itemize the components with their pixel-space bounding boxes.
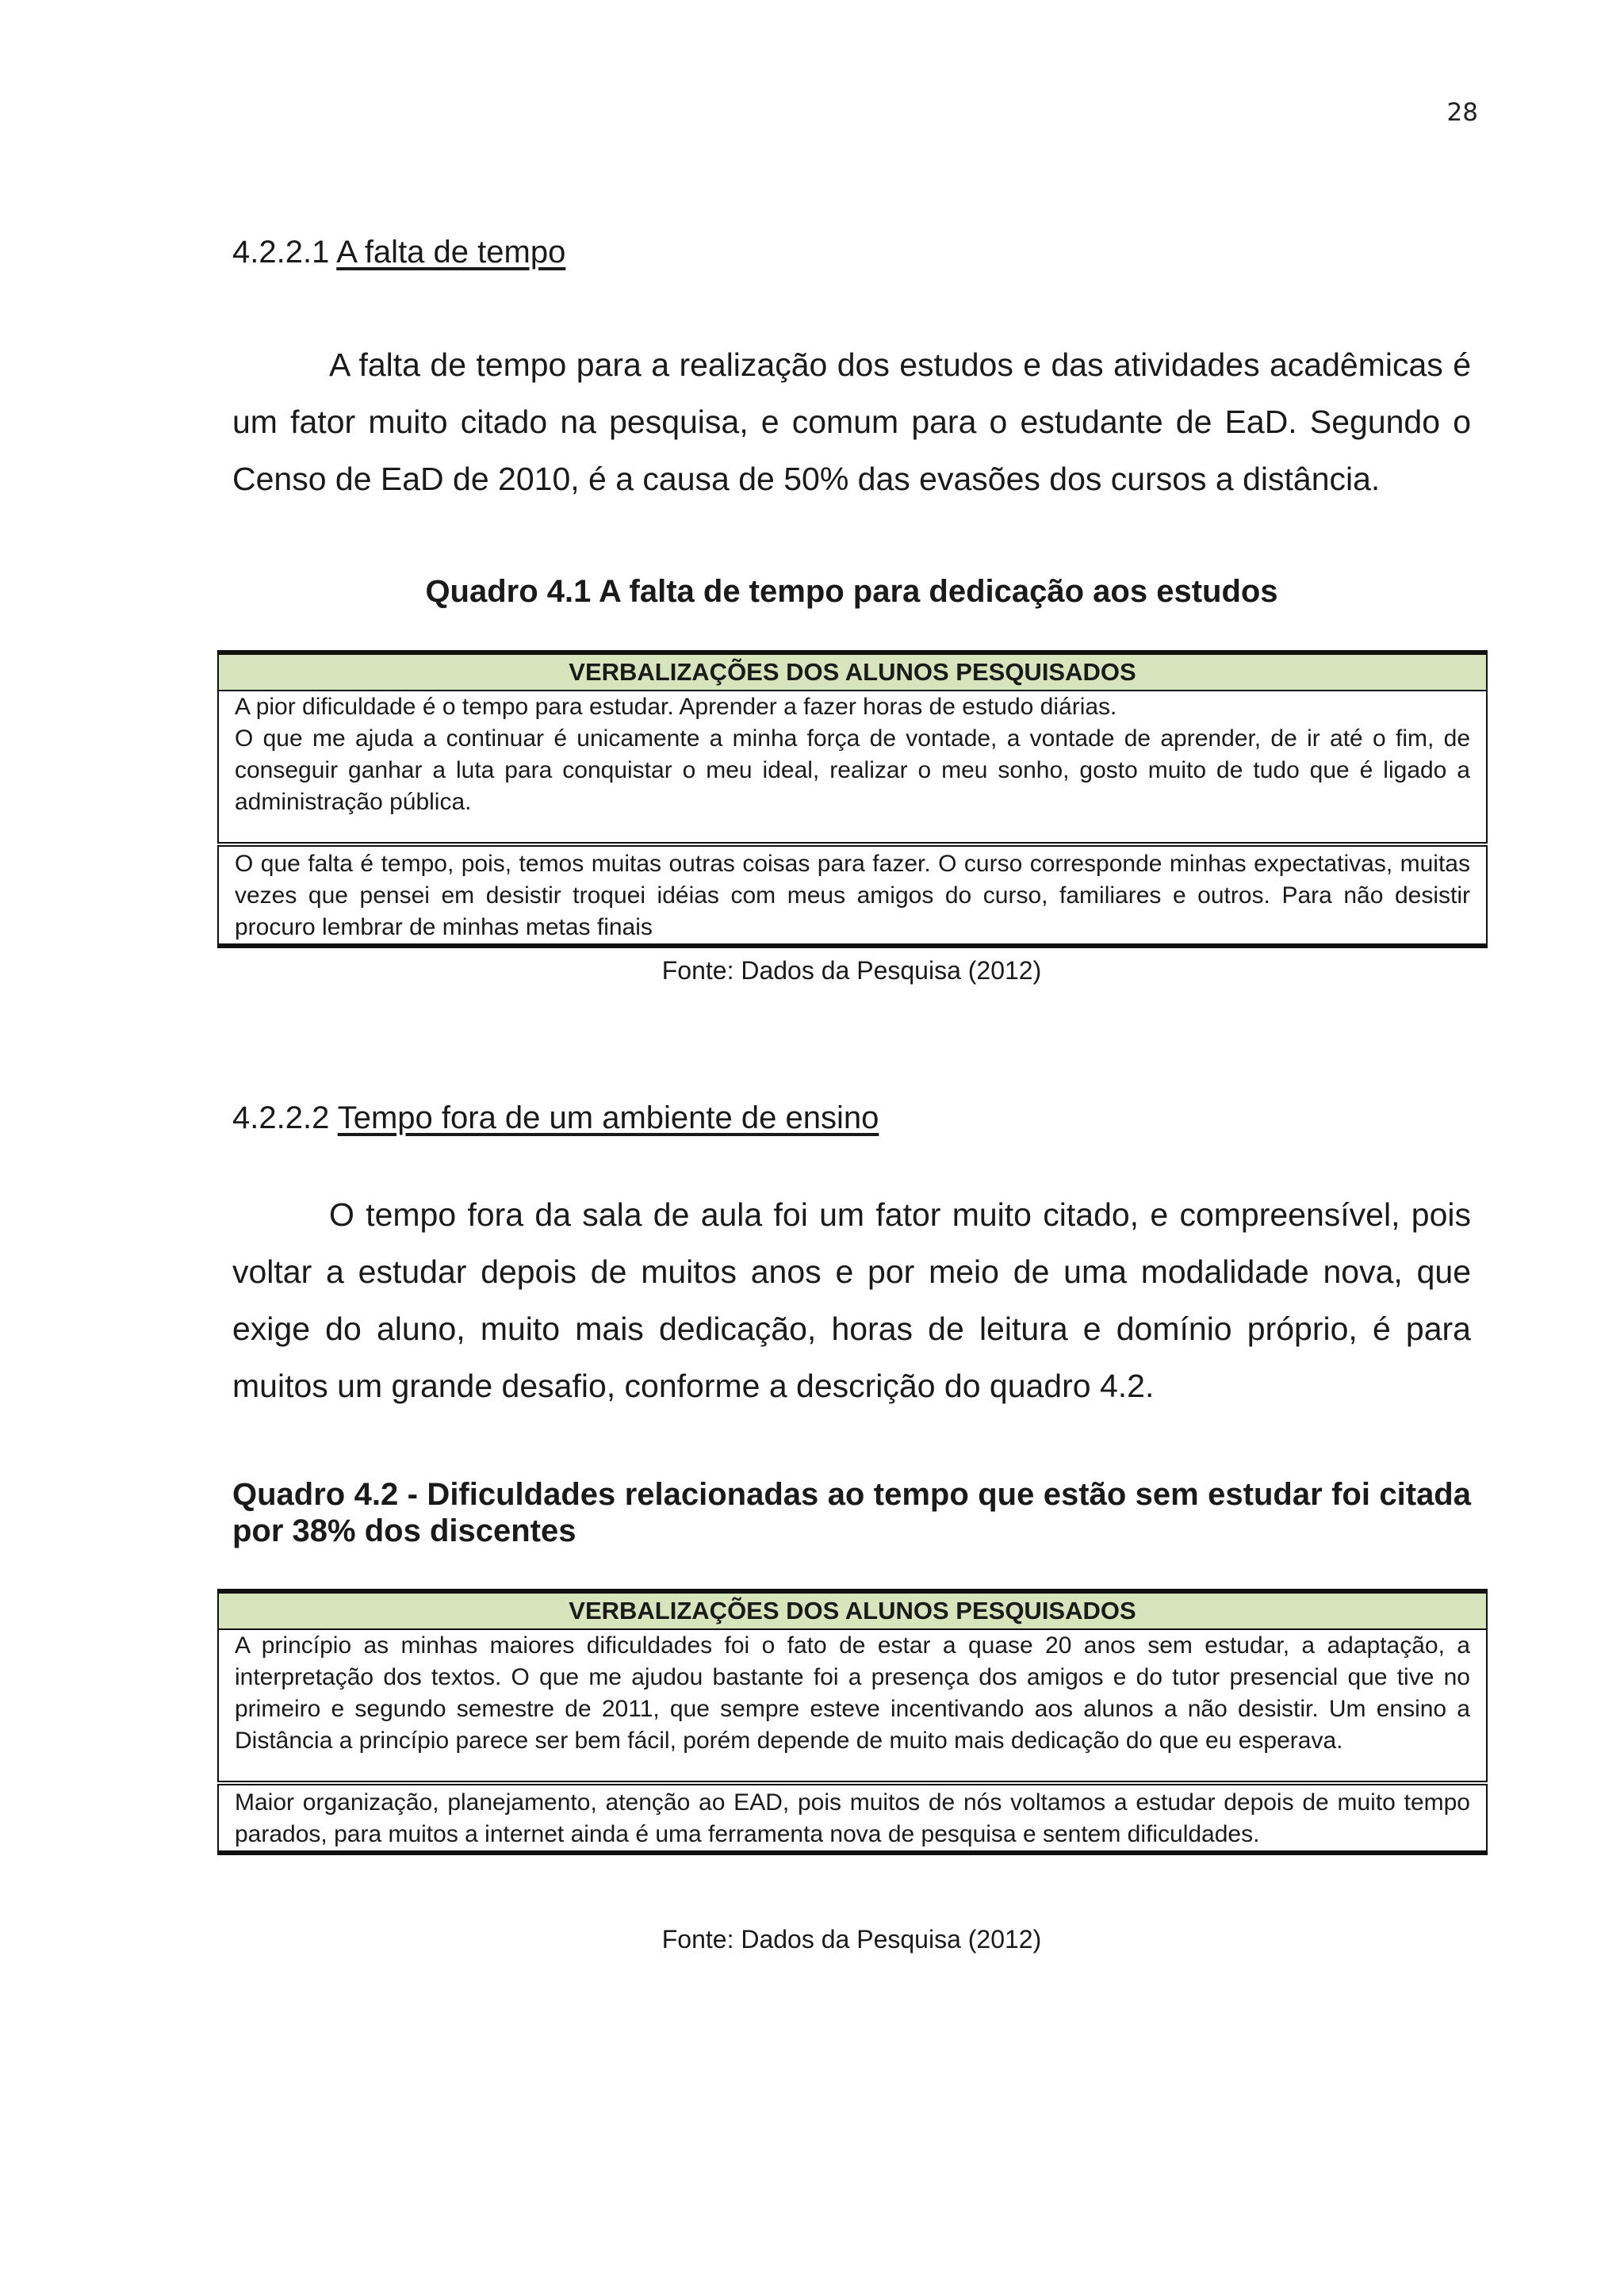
table-row <box>218 1783 1487 1853</box>
quadro-header: VERBALIZAÇÕES DOS ALUNOS PESQUISADOS <box>218 1591 1487 1629</box>
section-heading-4-2-2-1 <box>232 235 565 270</box>
quadro-source: Fonte: Dados da Pesquisa (2012) <box>661 1925 1042 1954</box>
quote-text: O que falta é tempo, pois, temos muitas outras coisas para fazer. O curso corresponde minhas expectativas, muitas vezes que pensei em desistir troquei idéias com meus amigos do curso, familiares e outros. Para não desistir procuro lembrar de minhas metas finais <box>235 851 1470 940</box>
section-title: A falta de tempo <box>336 235 566 270</box>
table-cell <box>218 844 1487 946</box>
quote-text: Maior organização, planejamento, atenção ao EAD, pois muitos de nós voltamos a estudar depois de muito tempo parados, para muitos a internet ainda é uma ferramenta nova de pesquisa e sentem dificuldades. <box>235 1789 1470 1847</box>
section-paragraph: A falta de tempo para a realização dos estudos e das atividades acadêmicas é um fator muito citado na pesquisa, e comum para o estudante de EaD. Segundo o Censo de EaD de 2010, é a causa de 50% das evasões dos cursos a distância. <box>232 346 1471 497</box>
table-row <box>218 844 1487 946</box>
section-heading-4-2-2-2 <box>232 1100 879 1136</box>
quadro-table <box>217 1589 1488 1855</box>
table-cell <box>218 1629 1487 1783</box>
table-cell <box>218 691 1487 844</box>
quote-text: A princípio as minhas maiores dificuldades foi o fato de estar a quase 20 anos sem estudar, a adaptação, a interpretação dos textos. O que me ajudou bastante foi a presença dos amigos e do tutor presencial que tive no primeiro e segundo semestre de 2011, que sempre esteve incentivando aos alunos a não desistir. Um ensino a Distância a princípio parece ser bem fácil, porém depende de muito mais dedicação do que eu esperava. <box>235 1632 1470 1754</box>
quadro-caption: Quadro 4.1 A falta de tempo para dedicação aos estudos <box>425 574 1278 609</box>
page-number: 28 <box>1446 98 1478 127</box>
quadro-caption: Quadro 4.2 - Dificuldades relacionadas ao tempo que estão sem estudar foi citada por 38% dos discentes <box>232 1477 1471 1548</box>
table-row <box>218 1629 1487 1783</box>
quote-text: O que me ajuda a continuar é unicamente a minha força de vontade, a vontade de aprender, de ir até o fim, de conseguir ganhar a luta para conquistar o meu ideal, realizar o meu sonho, gosto muito de tudo que é ligado a administração pública. <box>235 725 1470 815</box>
section-number: 4.2.2.1 <box>232 235 330 270</box>
table-row <box>218 691 1487 844</box>
quadro-source: Fonte: Dados da Pesquisa (2012) <box>661 956 1042 985</box>
section-paragraph: O tempo fora da sala de aula foi um fator muito citado, e compreensível, pois voltar a estudar depois de muitos anos e por meio de uma modalidade nova, que exige do aluno, muito mais dedicação, horas de leitura e domínio próprio, é para muitos um grande desafio, conforme a descrição do quadro 4.2. <box>232 1196 1471 1404</box>
quote-text: A pior dificuldade é o tempo para estudar. Aprender a fazer horas de estudo diárias. <box>235 694 1117 720</box>
quadro-header: VERBALIZAÇÕES DOS ALUNOS PESQUISADOS <box>218 652 1487 691</box>
quadro-table <box>217 650 1488 948</box>
section-title: Tempo fora de um ambiente de ensino <box>337 1100 879 1135</box>
table-cell <box>218 1783 1487 1853</box>
section-number: 4.2.2.2 <box>232 1100 330 1135</box>
